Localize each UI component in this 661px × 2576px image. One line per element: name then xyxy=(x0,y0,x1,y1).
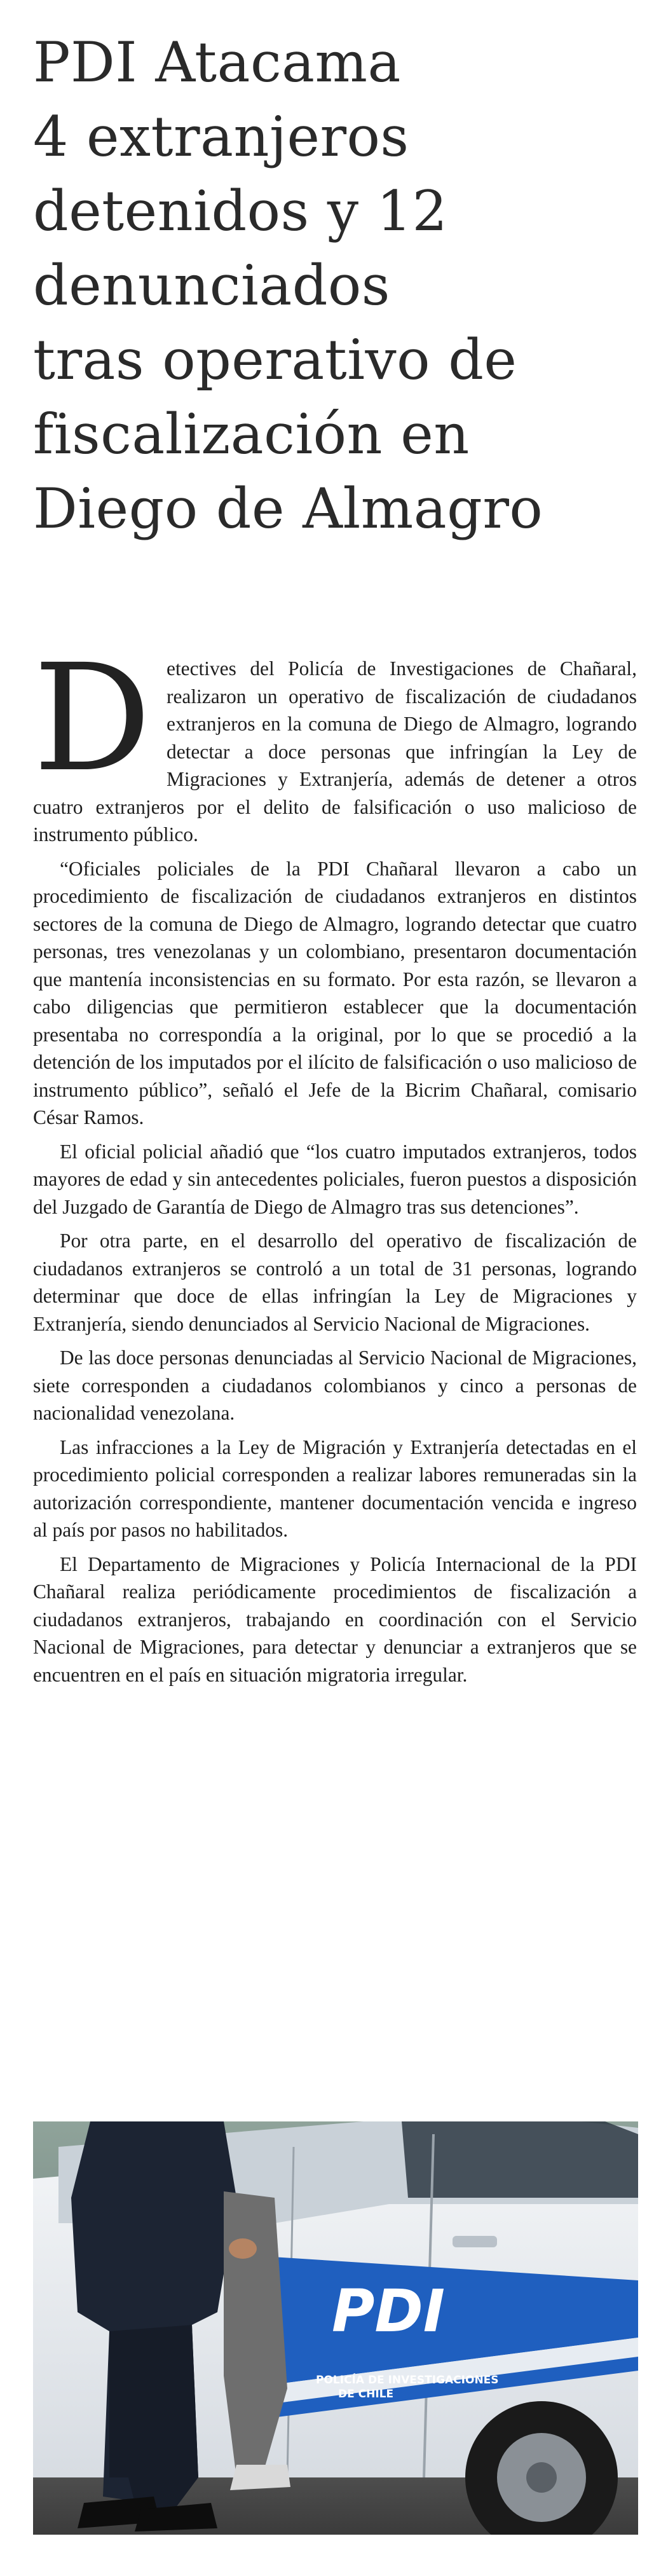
headline-line: Diego de Almagro xyxy=(33,476,543,541)
headline-line: denunciados xyxy=(33,253,390,318)
headline-line: fiscalización en xyxy=(33,402,470,467)
article-paragraph: De las doce personas denunciadas al Servicio Nacional de Migraciones, siete corresponden a ciudadanos colombianos y cinco a personas de nacionalidad venezolana. xyxy=(33,1346,637,1424)
door-text: POLICÍA DE INVESTIGACIONES xyxy=(316,2374,499,2387)
article-paragraph: Las infracciones a la Ley de Migración y Extranjería detectadas en el procedimiento policial corresponden a realizar labores remuneradas sin la autorización correspondiente, mantener documentación vencida e ingreso al país por pasos no habilitados. xyxy=(33,1435,637,1541)
article-paragraph: Por otra parte, en el desarrollo del operativo de fiscalización de ciudadanos extranjeros se controló a un total de 31 personas, logrando determinar que doce de ellas infringían la Ley de Migraciones y Extranjería, siendo denunciados al Servicio Nacional de Migraciones. xyxy=(33,1230,637,1335)
headline-line: detenidos y 12 xyxy=(33,179,448,243)
headline-line: PDI Atacama xyxy=(33,30,401,95)
article-body xyxy=(33,633,637,1695)
headline xyxy=(33,25,637,546)
article-paragraph: “Oficiales policiales de la PDI Chañaral llevaron a cabo un procedimiento de fiscalización de ciudadanos extranjeros en distintos sectores de la comuna de Diego de Almagro, logrando detectar que cuatro personas, tres venezolanas y un colombiano, presentaron documentación que mantenía inconsistencias en su formato. Por esta razón, se llevaron a cabo diligencias que permitieron establecer que la documentación presentaba no correspondía a la original, por lo que se procedió a la detención de los imputados por el ilícito de falsificación o uso malicioso de instrumento público”, señaló el Jefe de la Bicrim Chañaral, comisario César Ramos. xyxy=(33,857,637,1128)
police-car-scene xyxy=(33,2121,638,2535)
door-logo: PDI xyxy=(332,2277,446,2345)
headline-line: tras operativo de xyxy=(33,327,517,392)
headline-line: 4 extranjeros xyxy=(33,104,409,169)
article-paragraph: El oficial policial añadió que “los cuatro imputados extranjeros, todos mayores de edad y sin antecedentes policiales, fueron puestos a disposición del Juzgado de Garantía de Diego de Almagro tras sus detenciones”. xyxy=(33,1140,637,1218)
article-paragraph: etectives del Policía de Investigaciones de Chañaral, realizaron un operativo de fiscalización de ciudadanos extranjeros en la comuna de Diego de Almagro, logrando detectar a doce personas que infringían la Ley de Migraciones y Extranjería, además de detener a otros cuatro extranjeros por el delito de falsificación o uso malicioso de instrumento público. xyxy=(33,657,637,846)
article-photo xyxy=(33,2121,638,2535)
drop-cap: D xyxy=(33,633,152,804)
door-text: DE CHILE xyxy=(338,2388,394,2401)
article-paragraph: El Departamento de Migraciones y Policía Internacional de la PDI Chañaral realiza periódicamente procedimientos de fiscalización a ciudadanos extranjeros, trabajando en coordinación con el Servicio Nacional de Migraciones, para detectar y denunciar a extranjeros que se encuentren en el país en situación migratoria irregular. xyxy=(33,1552,637,1686)
